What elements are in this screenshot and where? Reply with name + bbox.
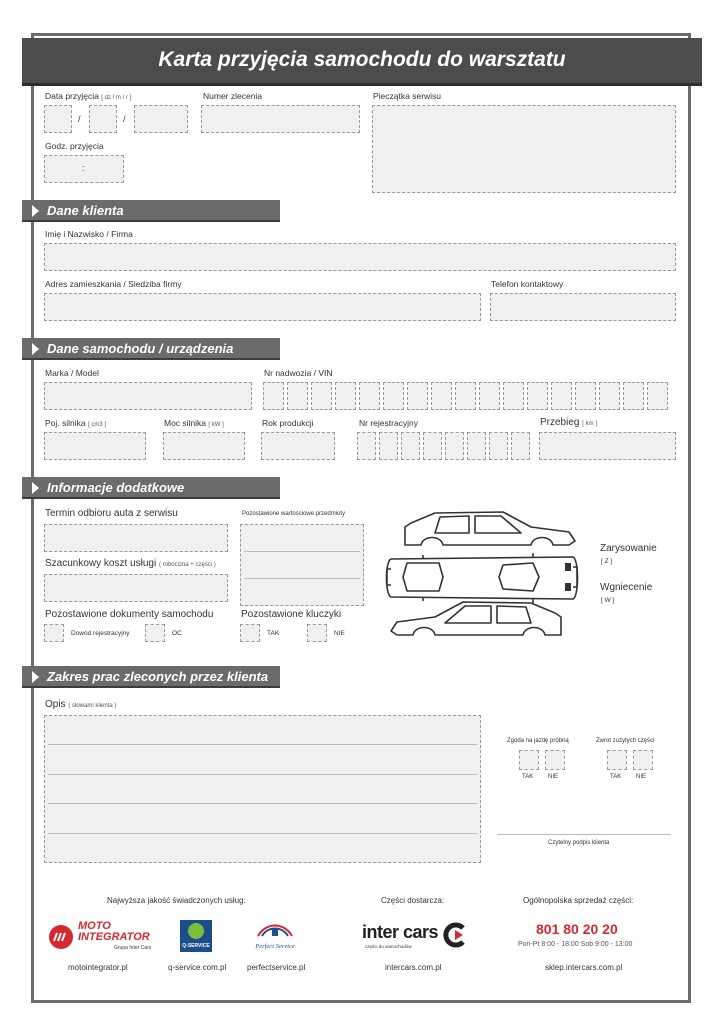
link-shop[interactable]: sklep.intercars.com.pl [545, 963, 623, 972]
page-title: Karta przyjęcia samochodu do warsztatu [158, 48, 566, 71]
sales-phone[interactable]: 801 80 20 20 [536, 921, 618, 937]
test-drive-label: Zgoda na jazdę próbną [507, 738, 569, 744]
mileage-field[interactable] [539, 432, 676, 460]
char-box[interactable] [335, 382, 356, 410]
char-box[interactable] [423, 432, 442, 460]
field-rule [244, 551, 360, 552]
char-box[interactable] [263, 382, 284, 410]
section-work [22, 666, 280, 688]
test-drive-yes-checkbox[interactable] [519, 750, 539, 770]
date-separator: / [78, 114, 81, 124]
section-title: Informacje dodatkowe [47, 480, 185, 495]
chevron-right-icon [32, 671, 39, 683]
keys-no-checkbox[interactable] [307, 624, 327, 642]
char-box[interactable] [455, 382, 476, 410]
model-label: Marka / Model [45, 368, 99, 378]
car-diagram[interactable] [383, 505, 583, 650]
perfectservice-logo-icon [256, 920, 294, 940]
time-separator: : [82, 163, 85, 173]
cost-field[interactable] [44, 574, 228, 602]
year-label: Rok produkcji [262, 418, 314, 428]
chevron-right-icon [32, 343, 39, 355]
signature-label: Czytelny podpis klienta [548, 840, 610, 846]
char-box[interactable] [383, 382, 404, 410]
char-box[interactable] [467, 432, 486, 460]
date-label: Data przyjęcia [ dz / m / r ] [45, 91, 132, 101]
char-box[interactable] [407, 382, 428, 410]
date-separator: / [123, 114, 126, 124]
field-rule [48, 833, 477, 834]
doc-oc-checkbox[interactable] [145, 624, 165, 642]
section-client [22, 200, 280, 222]
keys-yes-checkbox[interactable] [240, 624, 260, 642]
chevron-right-icon [32, 482, 39, 494]
char-box[interactable] [503, 382, 524, 410]
char-box[interactable] [479, 382, 500, 410]
mileage-label: Przebieg [ km ] [540, 417, 597, 428]
stamp-label: Pieczątka serwisu [373, 91, 442, 101]
char-box[interactable] [599, 382, 620, 410]
reg-label: Nr rejestracyjny [359, 418, 419, 428]
parts-return-no-label: NIE [636, 774, 647, 780]
keys-label: Pozostawione kluczyki [241, 609, 342, 620]
car-side-bottom [391, 602, 561, 635]
scratch-code: [ Z ] [601, 558, 613, 565]
link-perfectservice[interactable]: perfectservice.pl [247, 963, 306, 972]
section-title: Dane samochodu / urządzenia [47, 341, 234, 356]
field-rule [48, 774, 477, 775]
field-rule [48, 744, 477, 745]
engine-label: Poj. silnika [ cm3 ] [45, 418, 107, 428]
doc-registration-checkbox[interactable] [44, 624, 64, 642]
char-box[interactable] [511, 432, 530, 460]
intercars-logo[interactable]: inter cars części do samochodów [362, 922, 474, 954]
scratch-label: Zarysowanie [600, 543, 657, 554]
description-field[interactable] [44, 715, 481, 863]
char-box[interactable] [357, 432, 376, 460]
vin-label: Nr nadwozia / VIN [264, 368, 333, 378]
doc-registration-label: Dowód rejestracyjny [71, 630, 130, 637]
chevron-right-icon [32, 205, 39, 217]
sales-label: Ogólnopolska sprzedaż części: [523, 896, 634, 905]
dent-code: [ W ] [601, 597, 615, 604]
pickup-label: Termin odbioru auta z serwisu [45, 508, 178, 519]
signature-line [497, 834, 671, 835]
engine-field[interactable] [44, 432, 146, 460]
time-label: Godz. przyjęcia [45, 141, 104, 151]
char-box[interactable] [527, 382, 548, 410]
parts-return-yes-checkbox[interactable] [607, 750, 627, 770]
char-box[interactable] [623, 382, 644, 410]
section-title: Dane klienta [47, 203, 124, 218]
model-field[interactable] [44, 382, 252, 410]
power-label: Moc silnika [ kW ] [164, 418, 224, 428]
car-side-top [405, 512, 575, 545]
address-field[interactable] [44, 293, 481, 321]
link-intercars[interactable]: intercars.com.pl [385, 963, 442, 972]
char-box[interactable] [379, 432, 398, 460]
date-month-field[interactable] [89, 105, 117, 133]
field-rule [48, 803, 477, 804]
char-box[interactable] [311, 382, 332, 410]
section-title: Zakres prac zleconych przez klienta [47, 669, 269, 684]
parts-return-yes-label: TAK [610, 774, 622, 780]
link-motointegrator[interactable]: motointegrator.pl [68, 963, 128, 972]
order-number-field[interactable] [201, 105, 360, 133]
title-banner [22, 38, 702, 86]
section-vehicle [22, 338, 280, 360]
desc-label: Opis ( słowami klienta ) [45, 699, 117, 710]
intercars-logo-icon [442, 922, 468, 948]
name-label: Imię i Nazwisko / Firma [45, 229, 133, 239]
char-box[interactable] [575, 382, 596, 410]
motointegrator-logo[interactable]: MOTO INTEGRATOR Grupa Inter Cars [48, 920, 156, 956]
parts-return-label: Zwrot zużytych części [596, 738, 655, 744]
cost-label: Szacunkowy koszt usługi ( robocizna + części ) [45, 558, 216, 569]
opening-hours: Pon-Pt 8:00 - 18:00 Sob 9:00 - 13:00 [518, 941, 633, 948]
char-box[interactable] [445, 432, 464, 460]
power-field[interactable] [163, 432, 245, 460]
section-extra [22, 477, 280, 499]
test-drive-yes-label: TAK [522, 774, 534, 780]
keys-yes-label: TAK [267, 630, 280, 637]
char-box[interactable] [647, 382, 668, 410]
year-field[interactable] [261, 432, 335, 460]
valuables-label: Pozostawione wartościowe przedmioty [242, 511, 346, 517]
valuables-field[interactable] [240, 524, 364, 606]
char-box[interactable] [401, 432, 420, 460]
pickup-field[interactable] [44, 524, 228, 552]
quality-label: Najwyższa jakość świadczonych usług: [107, 896, 246, 905]
supplier-label: Części dostarcza: [381, 896, 445, 905]
char-box[interactable] [551, 382, 572, 410]
char-box[interactable] [431, 382, 452, 410]
perfectservice-logo[interactable]: Perfect Service [250, 920, 300, 954]
field-rule [244, 578, 360, 579]
char-box[interactable] [359, 382, 380, 410]
parts-return-no-checkbox[interactable] [633, 750, 653, 770]
link-qservice[interactable]: q-service.com.pl [168, 963, 227, 972]
phone-field[interactable] [490, 293, 676, 321]
date-day-field[interactable] [44, 105, 72, 133]
char-box[interactable] [287, 382, 308, 410]
phone-label: Telefon kontaktowy [491, 279, 564, 289]
qservice-logo[interactable]: Q-SERVICE [180, 920, 212, 952]
date-year-field[interactable] [134, 105, 188, 133]
docs-label: Pozostawione dokumenty samochodu [45, 609, 214, 620]
char-box[interactable] [489, 432, 508, 460]
order-label: Numer zlecenia [203, 91, 263, 101]
test-drive-no-label: NIE [548, 774, 559, 780]
test-drive-no-checkbox[interactable] [545, 750, 565, 770]
keys-no-label: NIE [334, 630, 345, 637]
name-field[interactable] [44, 243, 676, 271]
qservice-logo-icon [188, 923, 204, 939]
dent-label: Wgniecenie [600, 582, 653, 593]
address-label: Adres zamieszkania / Siedziba firmy [45, 279, 182, 289]
stamp-field[interactable] [372, 105, 676, 193]
doc-oc-label: OC [172, 630, 182, 637]
motointegrator-logo-icon [48, 924, 74, 950]
